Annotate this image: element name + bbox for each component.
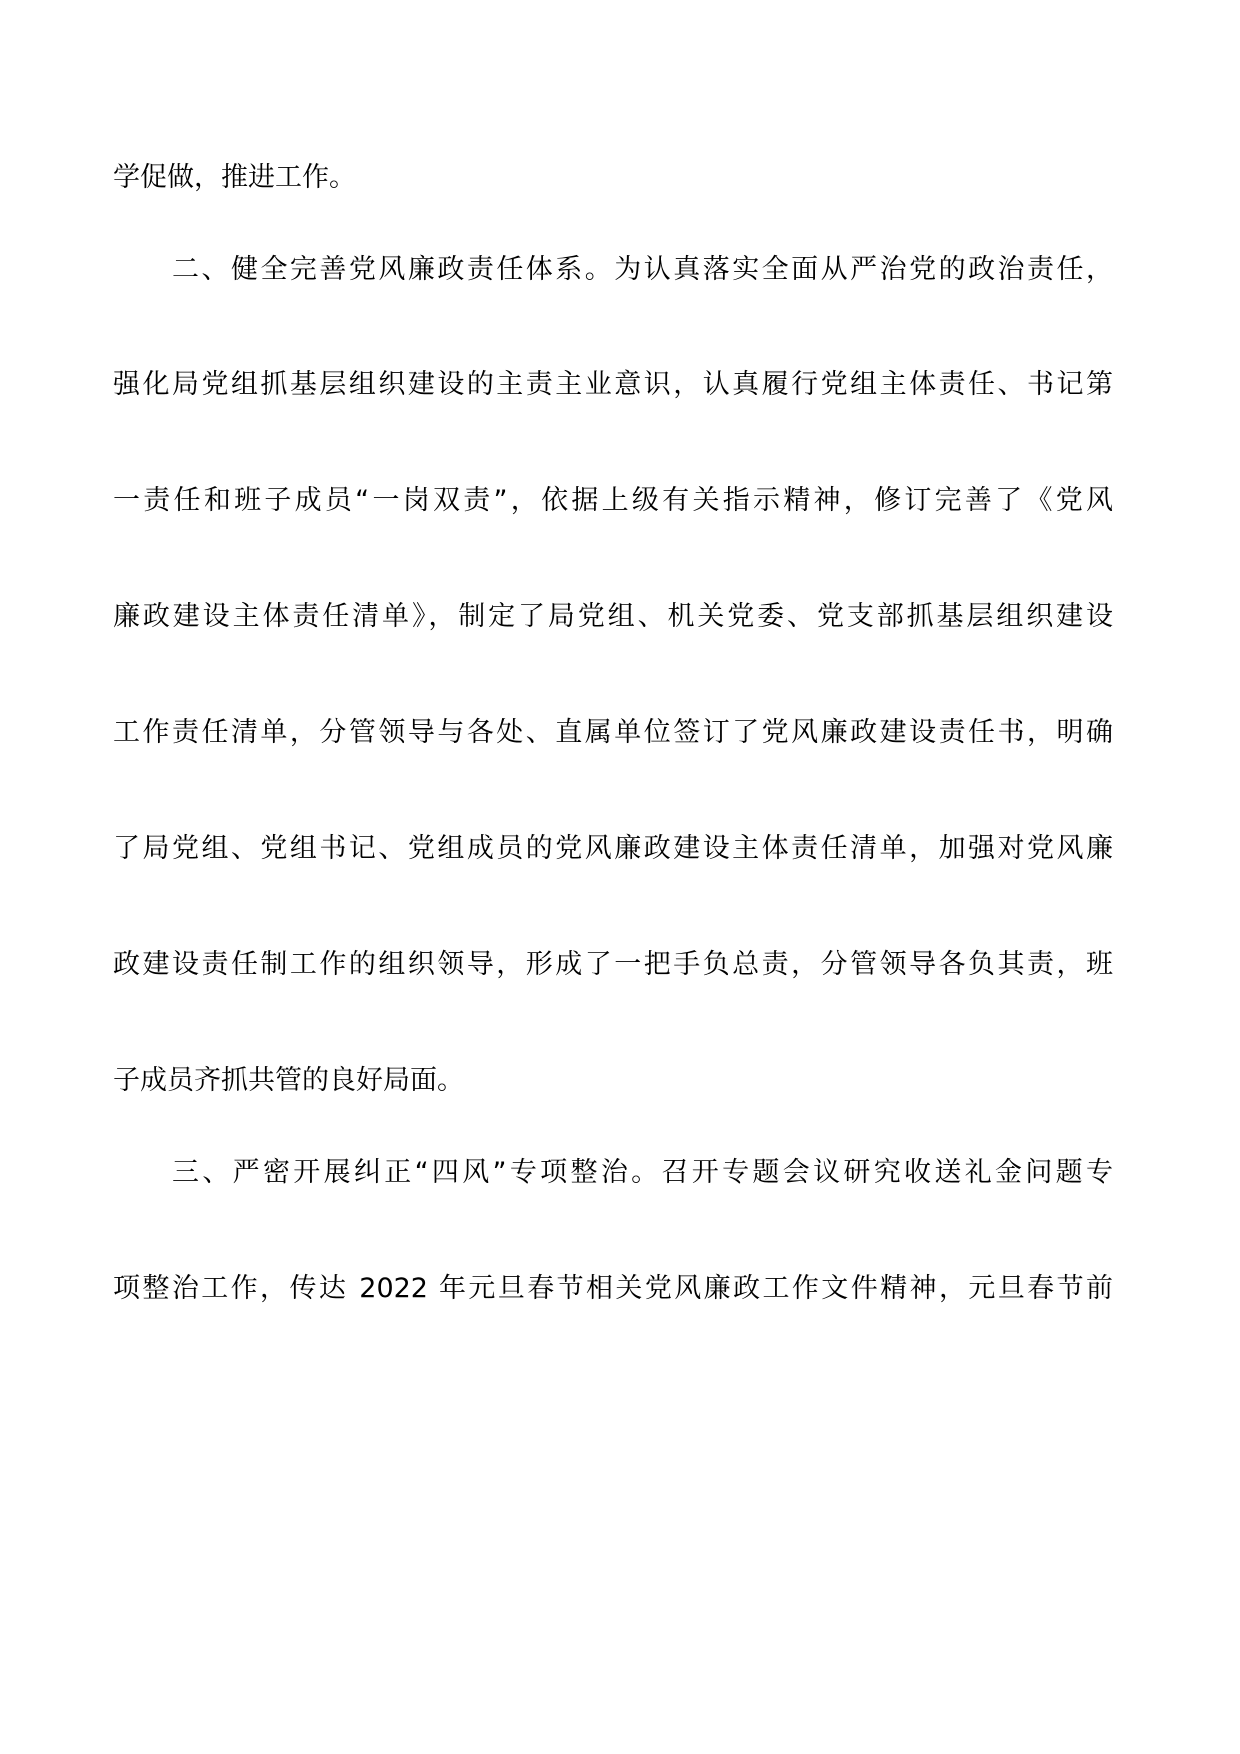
paragraph-1-line-1: 学促做，推进工作。 bbox=[113, 162, 356, 193]
paragraph-2-line-2: 强化局党组抓基层组织建设的主责主业意识，认真履行党组主体责任、书记第 bbox=[113, 369, 1113, 400]
paragraph-3-line-1: 三、严密开展纠正“四风”专项整治。召开专题会议研究收送礼金问题专 bbox=[172, 1157, 1113, 1188]
paragraph-2-line-6: 了局党组、党组书记、党组成员的党风廉政建设主体责任清单，加强对党风廉 bbox=[113, 833, 1113, 864]
paragraph-2-line-3: 一责任和班子成员“一岗双责”，依据上级有关指示精神，修订完善了《党风 bbox=[113, 485, 1113, 516]
paragraph-2-line-5: 工作责任清单，分管领导与各处、直属单位签订了党风廉政建设责任书，明确 bbox=[113, 717, 1113, 748]
paragraph-2-line-1: 二、健全完善党风廉政责任体系。为认真落实全面从严治党的政治责任， bbox=[172, 254, 1113, 285]
paragraph-2-line-4: 廉政建设主体责任清单》，制定了局党组、机关党委、党支部抓基层组织建设 bbox=[113, 601, 1113, 632]
paragraph-2-line-8: 子成员齐抓共管的良好局面。 bbox=[113, 1065, 464, 1096]
paragraph-2-line-7: 政建设责任制工作的组织领导，形成了一把手负总责，分管领导各负其责，班 bbox=[113, 949, 1113, 980]
paragraph-3-line-2: 项整治工作，传达 2022 年元旦春节相关党风廉政工作文件精神，元旦春节前 bbox=[113, 1273, 1113, 1304]
